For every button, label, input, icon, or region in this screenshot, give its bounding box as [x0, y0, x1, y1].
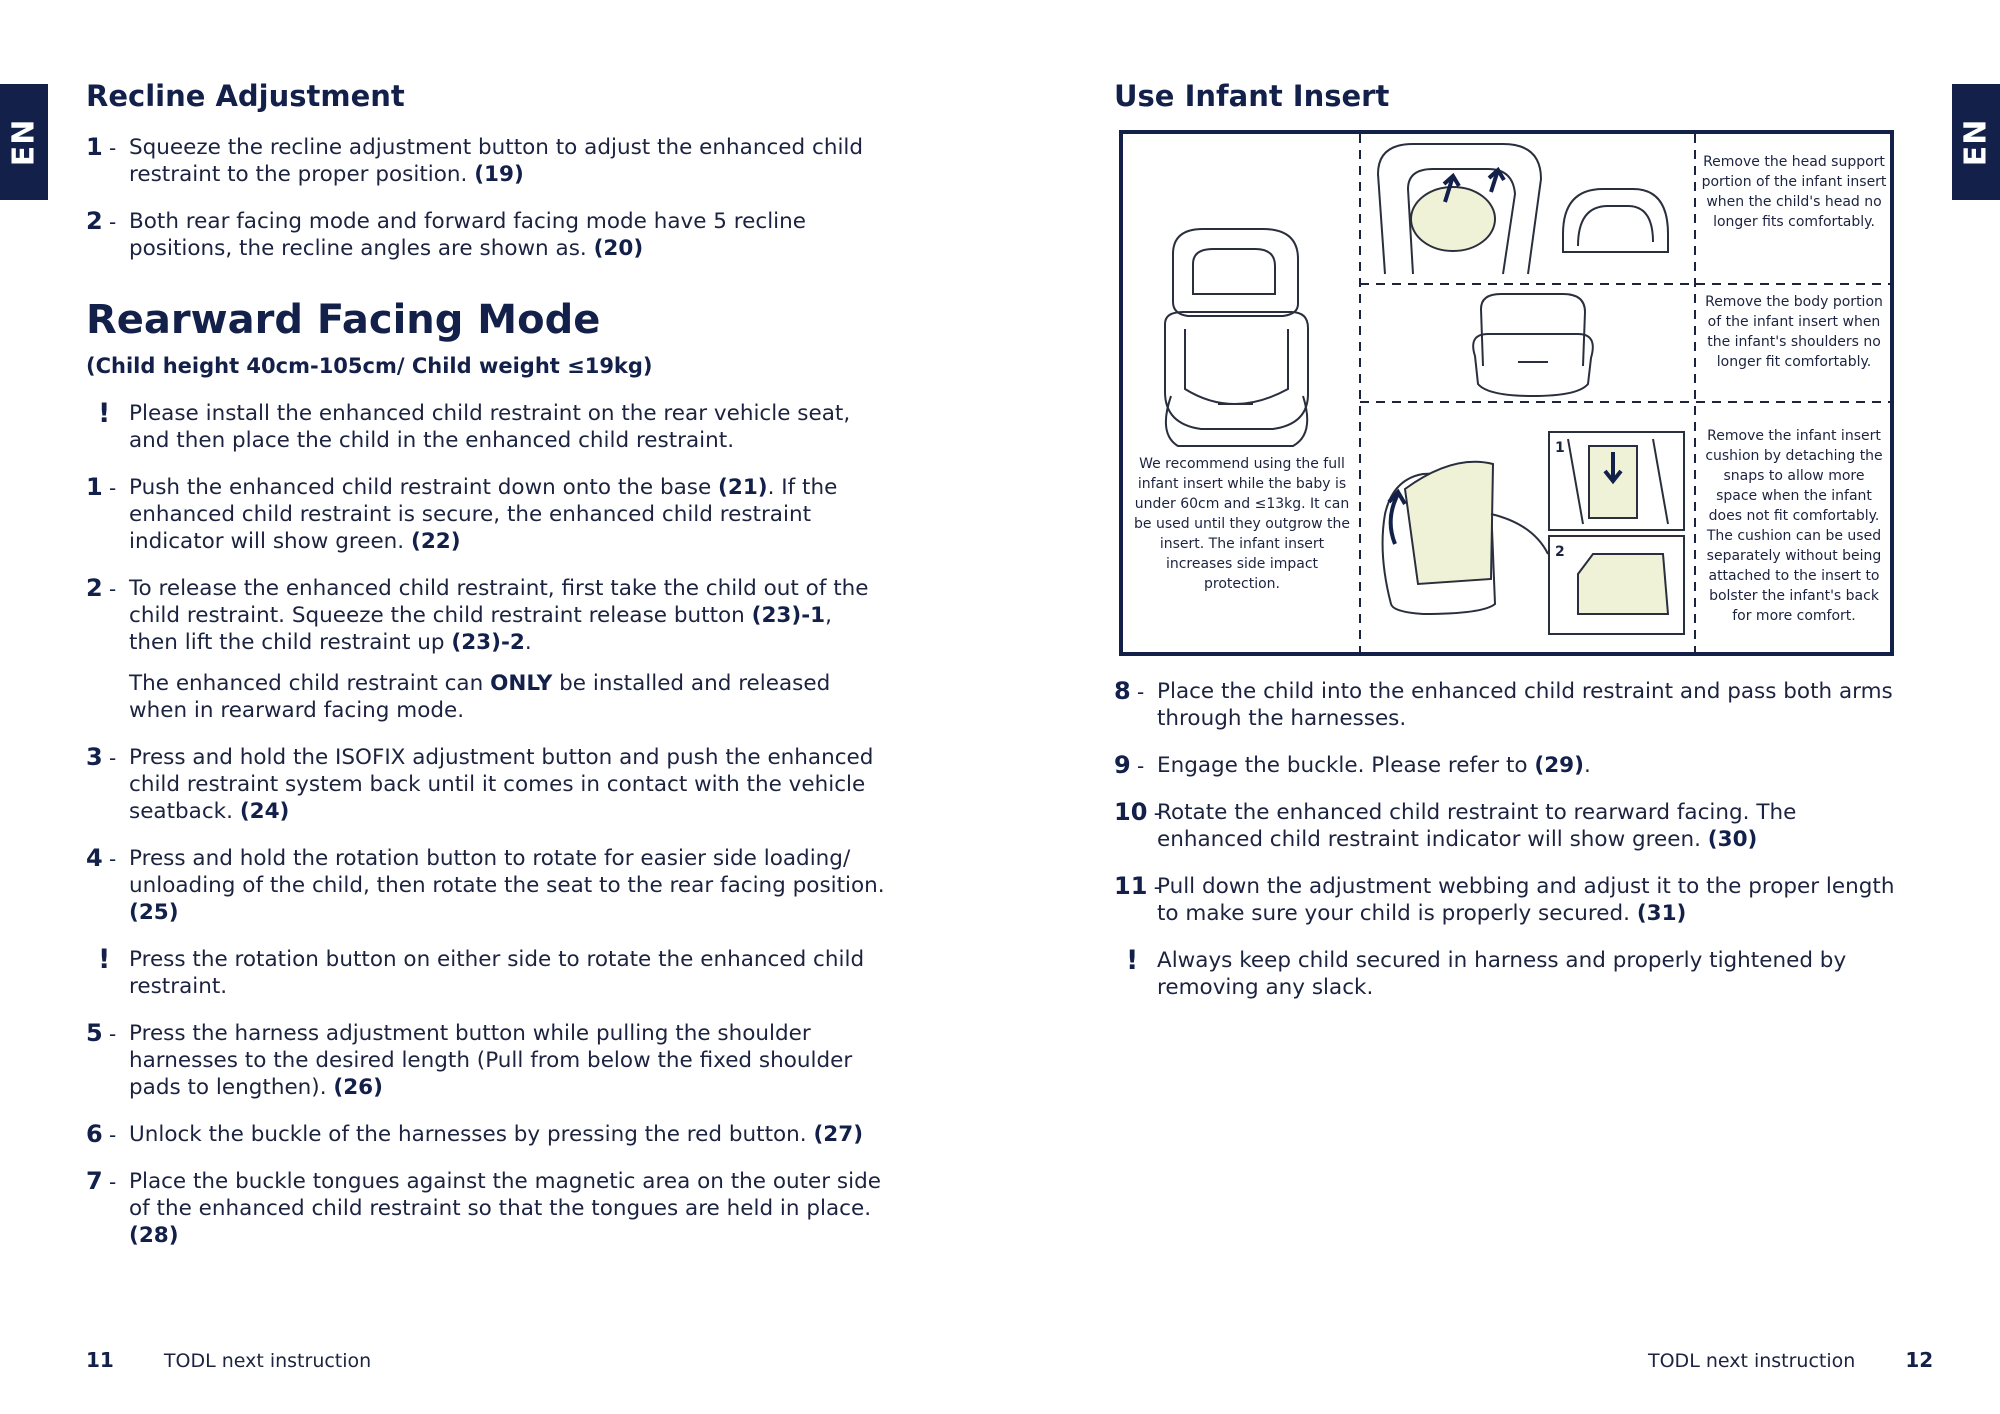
footer-left-title: TODL next instruction: [163, 1350, 372, 1372]
infant-step-8: 8 - Place the child into the enhanced child restraint and pass both arms through the harnesses.: [1114, 677, 1893, 731]
warning-icon: !: [98, 398, 111, 429]
caption-cushion: Remove the infant insert cushion by detaching the snaps to allow more space when the infant does not fit comfortably. The cushion can be used separately without being attached to the insert to bolster the infant's back for more comfort.: [1705, 428, 1883, 624]
recline-title: Recline Adjustment: [86, 79, 405, 113]
left-column: [86, 78, 886, 1269]
infant-steps: [1114, 678, 1904, 1021]
rearward-warning-1: ! Please install the enhanced child restraint on the rear vehicle seat, and then place the child in the enhanced child restraint.: [98, 398, 851, 453]
rearward-warning-2: ! Press the rotation button on either side to rotate the enhanced child restraint.: [98, 944, 865, 999]
footer-right-title: TODL next instruction: [1648, 1350, 1856, 1372]
caption-full-insert: We recommend using the full infant insert while the baby is under 60cm and ≤13kg. It can be used until they outgrow the insert. The infant insert increases side impact protection.: [1134, 456, 1350, 592]
body-portion-drawing: [1473, 294, 1593, 396]
caption-head-support: Remove the head support portion of the infant insert when the child's head no longer fits comfortably.: [1701, 154, 1887, 230]
language-tab-right: EN: [1952, 84, 2000, 200]
arrow-rotate-icon: [1389, 492, 1405, 544]
snap-detail-drawing: [1549, 432, 1684, 634]
caption-body-portion: Remove the body portion of the infant insert when the infant's shoulders no longer fit comfortably.: [1705, 294, 1883, 370]
footer-left: [86, 1348, 371, 1372]
language-tab-left: EN: [0, 84, 48, 200]
rearward-note: The enhanced child restraint can ONLY be installed and released when in rearward facing mode.: [129, 671, 831, 723]
seat-full-drawing: [1165, 229, 1308, 446]
rearward-conditions: (Child height 40cm-105cm/ Child weight ≤19kg): [86, 354, 653, 378]
rearward-step-4: 4 - Press and hold the rotation button to rotate for easier side loading/ unloading of the child, then rotate the seat to the rear facing position. (25): [86, 844, 885, 925]
rearward-step-2: 2 - To release the enhanced child restraint, first take the child out of the child restraint. Squeeze the child restraint release button (23)-1, then lift the child restraint up (23)-2.: [86, 574, 869, 655]
rearward-step-6: 6 - Unlock the buckle of the harnesses by pressing the red button. (27): [86, 1120, 864, 1148]
rearward-step-1: 1 - Push the enhanced child restraint down onto the base (21). If the enhanced child restraint is secure, the enhanced child restraint indicator will show green. (22): [86, 473, 838, 554]
infant-step-11: 11 - Pull down the adjustment webbing and adjust it to the proper length to make sure your child is properly secured. (31): [1114, 872, 1895, 926]
head-support-drawing: [1378, 144, 1668, 274]
detail-label-2: 2: [1555, 544, 1565, 560]
right-column: [1114, 78, 1904, 134]
recline-step-2: 2 - Both rear facing mode and forward facing mode have 5 recline positions, the recline angles are shown as. (20): [86, 207, 807, 261]
rearward-step-3: 3 - Press and hold the ISOFIX adjustment button and push the enhanced child restraint system back until it comes in contact with the vehicle seatback. (24): [86, 743, 874, 824]
cushion-drawing: [1383, 462, 1548, 614]
infant-step-10: 10 - Rotate the enhanced child restraint to rearward facing. The enhanced child restraint indicator will show green. (30): [1114, 798, 1797, 852]
infant-insert-title: Use Infant Insert: [1114, 79, 1390, 113]
warning-icon: !: [1126, 945, 1139, 976]
page-number-right: 12: [1905, 1348, 1934, 1372]
infant-step-9: 9 - Engage the buckle. Please refer to (29).: [1114, 751, 1591, 779]
page-number-left: 11: [86, 1348, 114, 1372]
rearward-title: Rearward Facing Mode: [86, 297, 601, 343]
warning-icon: !: [98, 944, 111, 975]
rearward-step-5: 5 - Press the harness adjustment button while pulling the shoulder harnesses to the desired length (Pull from below the fixed shoulder pads to lengthen). (26): [86, 1019, 853, 1100]
detail-label-1: 1: [1555, 440, 1565, 456]
infant-insert-figure: [1119, 130, 1894, 656]
infant-warning: ! Always keep child secured in harness and properly tightened by removing any slack.: [1126, 945, 1847, 1000]
footer-right: [1648, 1348, 1933, 1372]
recline-step-1: 1 - Squeeze the recline adjustment button to adjust the enhanced child restraint to the proper position. (19): [86, 133, 864, 187]
rearward-step-7: 7 - Place the buckle tongues against the magnetic area on the outer side of the enhanced child restraint so that the tongues are held in place. (28): [86, 1167, 881, 1248]
